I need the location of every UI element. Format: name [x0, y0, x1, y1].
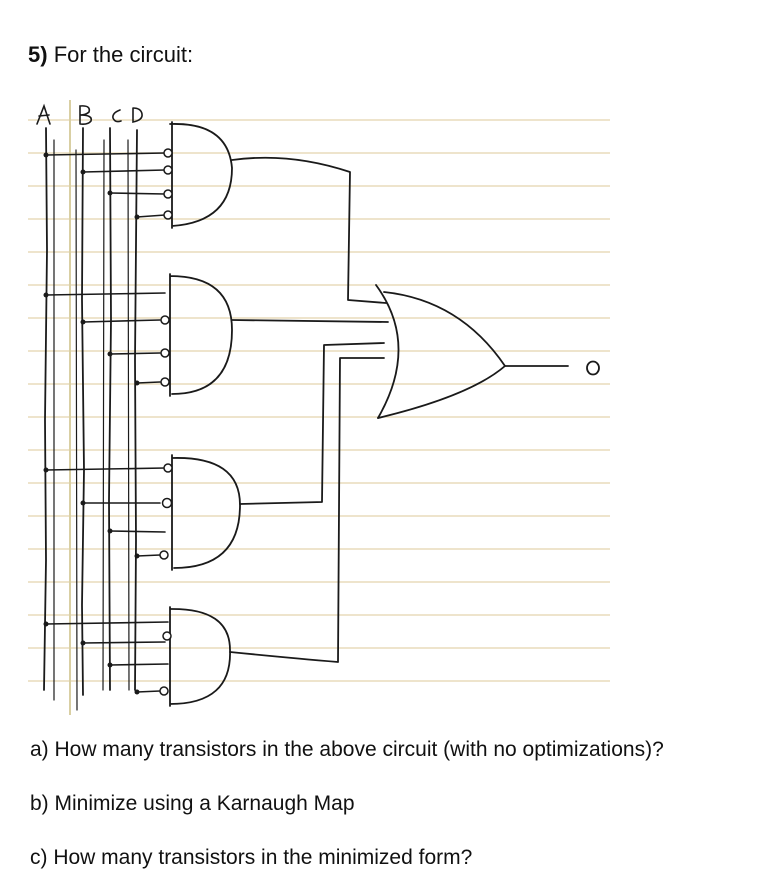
question-b: b) Minimize using a Karnaugh Map — [30, 792, 355, 815]
and1-output-wire — [232, 158, 386, 303]
label-a — [37, 106, 50, 124]
and4-output-wire — [230, 358, 384, 662]
wire-c — [109, 128, 111, 690]
output-label — [587, 362, 599, 375]
and-gate-4 — [170, 607, 230, 706]
and-gate-2 — [170, 274, 232, 396]
input-taps — [46, 153, 168, 692]
and2-output-wire — [232, 320, 388, 322]
and-gates — [170, 122, 240, 706]
circuit-diagram — [0, 90, 772, 720]
and3-output-wire — [240, 343, 384, 504]
problem-prompt: For the circuit: — [53, 42, 194, 67]
wire-d — [135, 130, 137, 690]
label-b — [80, 106, 91, 124]
wire-b — [82, 128, 84, 695]
and-gate-1 — [170, 122, 232, 228]
problem-number: 5) — [28, 42, 48, 67]
and-gate-3 — [172, 455, 240, 570]
input-labels — [37, 106, 142, 124]
gate-interconnect — [230, 158, 388, 662]
question-c: c) How many transistors in the minimized form? — [30, 846, 473, 869]
problem-heading — [28, 42, 193, 68]
question-a: a) How many transistors in the above circuit (with no optimizations)? — [30, 738, 664, 761]
wire-a — [44, 128, 47, 690]
junction-dots — [44, 153, 140, 695]
